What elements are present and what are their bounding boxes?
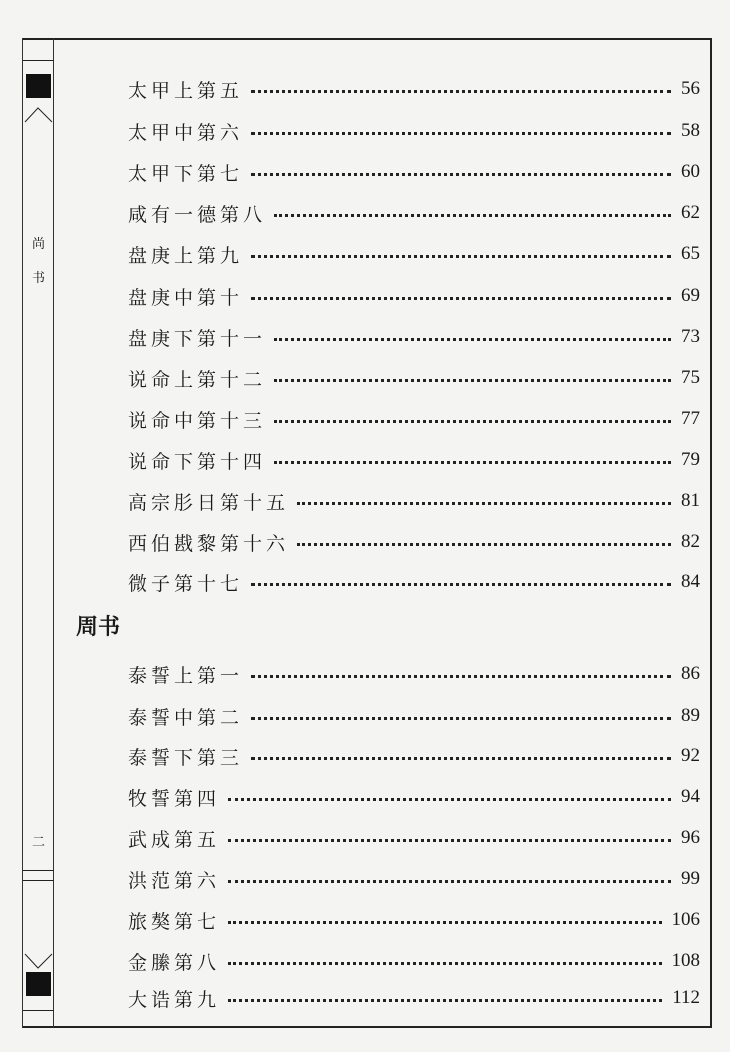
toc-entry-title: 旅獒第七 [128, 910, 221, 933]
toc-entry[interactable] [128, 567, 700, 597]
toc-entry-title: 盘庚上第九 [128, 244, 244, 267]
toc-leader-dots [228, 999, 662, 1002]
toc-entry-title: 泰誓下第三 [128, 746, 244, 769]
toc-leader-dots [251, 717, 671, 720]
toc-leader-dots [228, 962, 661, 965]
toc-entry-title: 盘庚中第十 [128, 286, 244, 309]
toc-entry-title: 太甲上第五 [128, 79, 244, 102]
toc-entry[interactable] [128, 946, 700, 976]
toc-entry[interactable] [128, 404, 700, 434]
margin-chevron-bottom [23, 952, 54, 970]
toc-entry-title: 微子第十七 [128, 572, 244, 595]
margin-rule [23, 880, 54, 881]
margin-book-title-1: 尚 [31, 237, 45, 252]
margin-page-marker: 二 [31, 835, 45, 850]
toc-entry-page: 58 [681, 120, 700, 141]
toc-entry-page: 69 [681, 285, 700, 306]
toc-leader-dots [297, 502, 671, 505]
toc-entry-page: 79 [681, 449, 700, 470]
toc-entry-page: 84 [681, 571, 700, 592]
margin-rule [23, 1010, 54, 1011]
toc-leader-dots [251, 675, 671, 678]
toc-leader-dots [251, 583, 671, 586]
toc-entry-title: 金縢第八 [128, 951, 221, 974]
margin-block-bottom [26, 972, 51, 996]
margin-strip [22, 38, 54, 1028]
toc-entry-page: 106 [671, 909, 700, 930]
toc-entry-title: 太甲下第七 [128, 162, 244, 185]
toc-entry-title: 武成第五 [128, 828, 221, 851]
margin-book-title-2: 书 [31, 271, 45, 286]
margin-rule [23, 870, 54, 871]
toc-entry-page: 99 [681, 868, 700, 889]
margin-rule [23, 60, 54, 61]
toc-entry-title: 西伯戡黎第十六 [128, 532, 290, 555]
toc-leader-dots [228, 798, 671, 801]
toc-entry[interactable] [128, 701, 700, 731]
toc-entry-page: 81 [681, 490, 700, 511]
toc-entry-page: 89 [681, 705, 700, 726]
toc-entry[interactable] [128, 864, 700, 894]
toc-leader-dots [251, 132, 671, 135]
toc-entry[interactable] [128, 445, 700, 475]
toc-entry-page: 65 [681, 243, 700, 264]
toc-entry-title: 泰誓上第一 [128, 664, 244, 687]
margin-chevron-top [23, 106, 54, 124]
toc-leader-dots [274, 214, 671, 217]
toc-entry[interactable] [128, 741, 700, 771]
toc-entry-page: 62 [681, 202, 700, 223]
toc-leader-dots [274, 379, 671, 382]
toc-entry-title: 说命下第十四 [128, 450, 267, 473]
toc-entry[interactable] [128, 198, 700, 228]
toc-leader-dots [274, 461, 671, 464]
toc-entry[interactable] [128, 281, 700, 311]
toc-entry-page: 86 [681, 663, 700, 684]
toc-entry[interactable] [128, 905, 700, 935]
toc-entry-page: 108 [671, 950, 700, 971]
toc-leader-dots [251, 297, 671, 300]
toc-entry-title: 咸有一德第八 [128, 203, 267, 226]
toc-entry[interactable] [128, 157, 700, 187]
toc-entry-page: 77 [681, 408, 700, 429]
toc-entry[interactable] [128, 239, 700, 269]
toc-leader-dots [228, 839, 671, 842]
toc-entry-page: 92 [681, 745, 700, 766]
toc-entry[interactable] [128, 823, 700, 853]
toc-entry-page: 73 [681, 326, 700, 347]
toc-entry-page: 96 [681, 827, 700, 848]
toc-entry[interactable] [128, 983, 700, 1013]
section-heading: 周书 [76, 615, 121, 640]
toc-entry-page: 75 [681, 367, 700, 388]
toc-entry[interactable] [128, 322, 700, 352]
toc-leader-dots [251, 173, 671, 176]
toc-leader-dots [251, 757, 671, 760]
toc-entry[interactable] [128, 782, 700, 812]
toc-entry[interactable] [128, 486, 700, 516]
toc-entry-page: 112 [672, 987, 700, 1008]
toc-entry-page: 60 [681, 161, 700, 182]
toc-entry-page: 56 [681, 78, 700, 99]
toc-leader-dots [297, 543, 671, 546]
toc-entry-page: 94 [681, 786, 700, 807]
toc-entry-title: 洪范第六 [128, 869, 221, 892]
toc-entry-title: 说命中第十三 [128, 409, 267, 432]
toc-entry[interactable] [128, 363, 700, 393]
toc-entry-title: 牧誓第四 [128, 787, 221, 810]
toc-leader-dots [274, 338, 671, 341]
toc-entry-title: 泰誓中第二 [128, 706, 244, 729]
toc-entry-title: 高宗肜日第十五 [128, 491, 290, 514]
toc-entry-title: 大诰第九 [128, 988, 221, 1011]
toc-entry[interactable] [128, 116, 700, 146]
toc-entry[interactable] [128, 74, 700, 104]
toc-entry-title: 说命上第十二 [128, 368, 267, 391]
toc-entry[interactable] [128, 659, 700, 689]
toc-leader-dots [251, 255, 671, 258]
toc-leader-dots [228, 880, 671, 883]
toc-leader-dots [274, 420, 671, 423]
toc-leader-dots [251, 90, 671, 93]
margin-block-top [26, 74, 51, 98]
toc-entry-page: 82 [681, 531, 700, 552]
toc-entry[interactable] [128, 527, 700, 557]
toc-leader-dots [228, 921, 661, 924]
toc-entry-title: 太甲中第六 [128, 121, 244, 144]
toc-entry-title: 盘庚下第十一 [128, 327, 267, 350]
